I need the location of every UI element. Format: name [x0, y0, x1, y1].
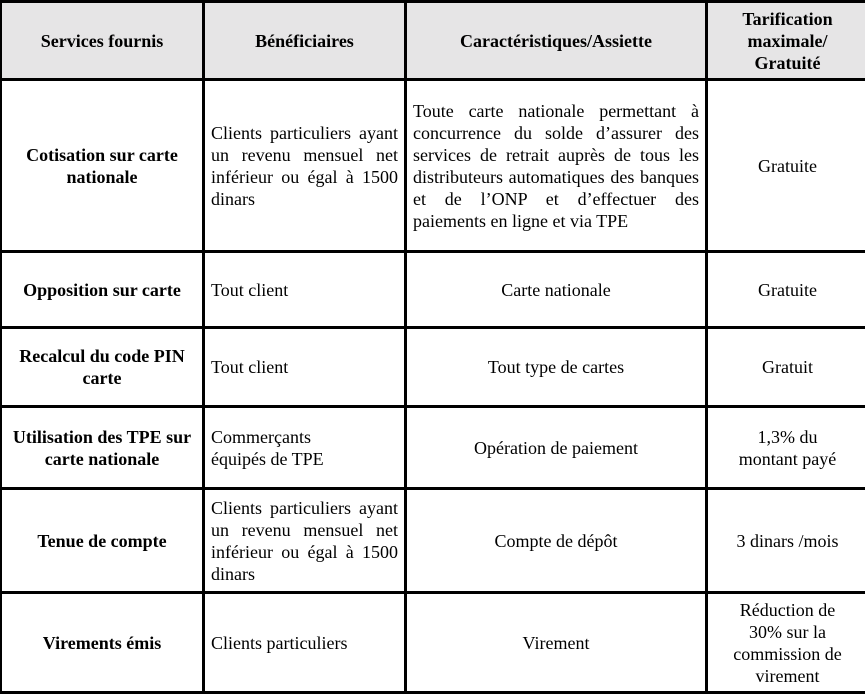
service-cell: Recalcul du code PIN carte: [1, 328, 204, 407]
header-row: [1, 2, 865, 80]
service-cell: Opposition sur carte: [1, 252, 204, 328]
tarification-cell: Gratuite: [707, 252, 865, 328]
header-tarification-line: maximale/: [714, 30, 861, 52]
caracteristiques-cell: Opération de paiement: [406, 407, 707, 489]
table-row: [1, 489, 865, 593]
beneficiaires-cell: Clients particuliers ayant un revenu mensuel net inférieur ou égal à 1500 dinars: [204, 80, 406, 252]
tarification-cell: Gratuit: [707, 328, 865, 407]
beneficiaires-cell: Commerçants équipés de TPE: [204, 407, 406, 489]
beneficiaires-cell: Clients particuliers ayant un revenu mensuel net inférieur ou égal à 1500 dinars: [204, 489, 406, 593]
header-caracteristiques: Caractéristiques/Assiette: [406, 2, 707, 80]
table-row: [1, 593, 865, 693]
service-cell: Utilisation des TPE sur carte nationale: [1, 407, 204, 489]
caracteristiques-cell: Compte de dépôt: [406, 489, 707, 593]
table-row: [1, 80, 865, 252]
tarification-cell: Gratuite: [707, 80, 865, 252]
header-tarification: [707, 2, 865, 80]
header-tarification-line: Gratuité: [714, 52, 861, 74]
caracteristiques-cell: Tout type de cartes: [406, 328, 707, 407]
header-tarification-line: Tarification: [714, 8, 861, 30]
beneficiaires-cell: Clients particuliers: [204, 593, 406, 693]
header-services-fournis: Services fournis: [1, 2, 204, 80]
tarification-cell: Réduction de 30% sur la commission de virement: [707, 593, 865, 693]
tarification-cell: 3 dinars /mois: [707, 489, 865, 593]
caracteristiques-cell: Toute carte nationale permettant à concurrence du solde d’assurer des services de retrait auprès de tous les distributeurs automatiques des banques et de l’ONP et d’effectuer des paiements en ligne et via TPE: [406, 80, 707, 252]
caracteristiques-cell: Carte nationale: [406, 252, 707, 328]
table-row: [1, 328, 865, 407]
beneficiaires-cell: Tout client: [204, 328, 406, 407]
table-row: [1, 252, 865, 328]
service-cell: Cotisation sur carte nationale: [1, 80, 204, 252]
header-beneficiaires: Bénéficiaires: [204, 2, 406, 80]
tarification-cell: 1,3% du montant payé: [707, 407, 865, 489]
service-cell: Virements émis: [1, 593, 204, 693]
service-cell: Tenue de compte: [1, 489, 204, 593]
caracteristiques-cell: Virement: [406, 593, 707, 693]
beneficiaires-cell: Tout client: [204, 252, 406, 328]
table-row: [1, 407, 865, 489]
